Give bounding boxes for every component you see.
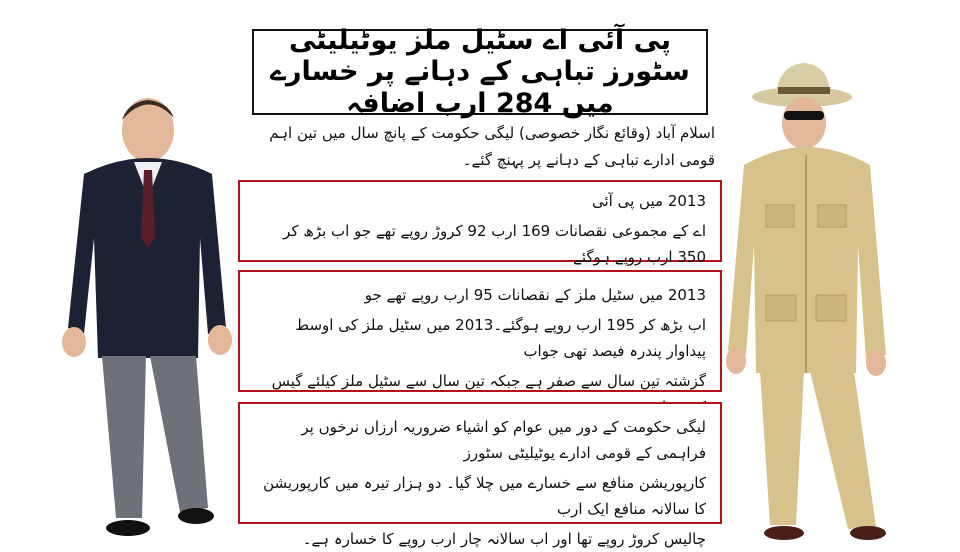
steel-line-3: گزشتہ تین سال سے صفر ہے جبکہ تین سال سے سٹیل ملز کیلئے گیس bbox=[271, 372, 706, 390]
utility-line-3: چالیس کروڑ روپے تھا اور اب سالانہ چار ارب روپے کا خسارہ ہے۔ bbox=[302, 530, 706, 548]
pia-line-2: اے کے مجموعی نقصانات 169 ارب 92 کروڑ روپے تھے جو اب بڑھ کر 350 ارب روپے ہوگئے bbox=[283, 222, 706, 266]
man-in-safari-suit-photo bbox=[726, 55, 898, 540]
pia-losses-box bbox=[238, 180, 722, 266]
headline-box bbox=[252, 25, 708, 119]
utility-stores-losses-box bbox=[238, 402, 722, 548]
pia-line-1: 2013 میں پی آئی bbox=[592, 192, 706, 210]
steel-mills-losses-box bbox=[238, 270, 722, 392]
steel-line-2: اب بڑھ کر 195 ارب روپے ہوگئے۔2013 میں سٹیل ملز کی اوسط پیداوار پندرہ فیصد تھی جواب bbox=[295, 316, 706, 360]
utility-line-2: کارپوریشن منافع سے خسارے میں چلا گیا۔ دو ہزار تیرہ میں کارپوریشن کا سالانہ منافع ایک ارب bbox=[263, 474, 706, 518]
man-in-dark-suit-photo bbox=[58, 88, 238, 540]
steel-line-1: 2013 میں سٹیل ملز کے نقصانات 95 ارب روپے تھے جو bbox=[364, 286, 706, 304]
intro-paragraph: اسلام آباد (وقائع نگار خصوصی) لیگی حکومت کے پانچ سال میں تین اہم قومی ادارے تباہی کے دہانے پر پہنچ گئے۔ bbox=[269, 124, 715, 169]
utility-line-1: لیگی حکومت کے دور میں عوام کو اشیاء ضروریہ ارزاں نرخوں پر فراہمی کے قومی ادارے یوٹیلیٹی سٹورز bbox=[301, 418, 706, 462]
headline-text: پی آئی اے سٹیل ملز یوٹیلیٹی سٹورز تباہی کے دہانے پر خسارے میں 284 ارب اضافہ bbox=[270, 25, 690, 119]
